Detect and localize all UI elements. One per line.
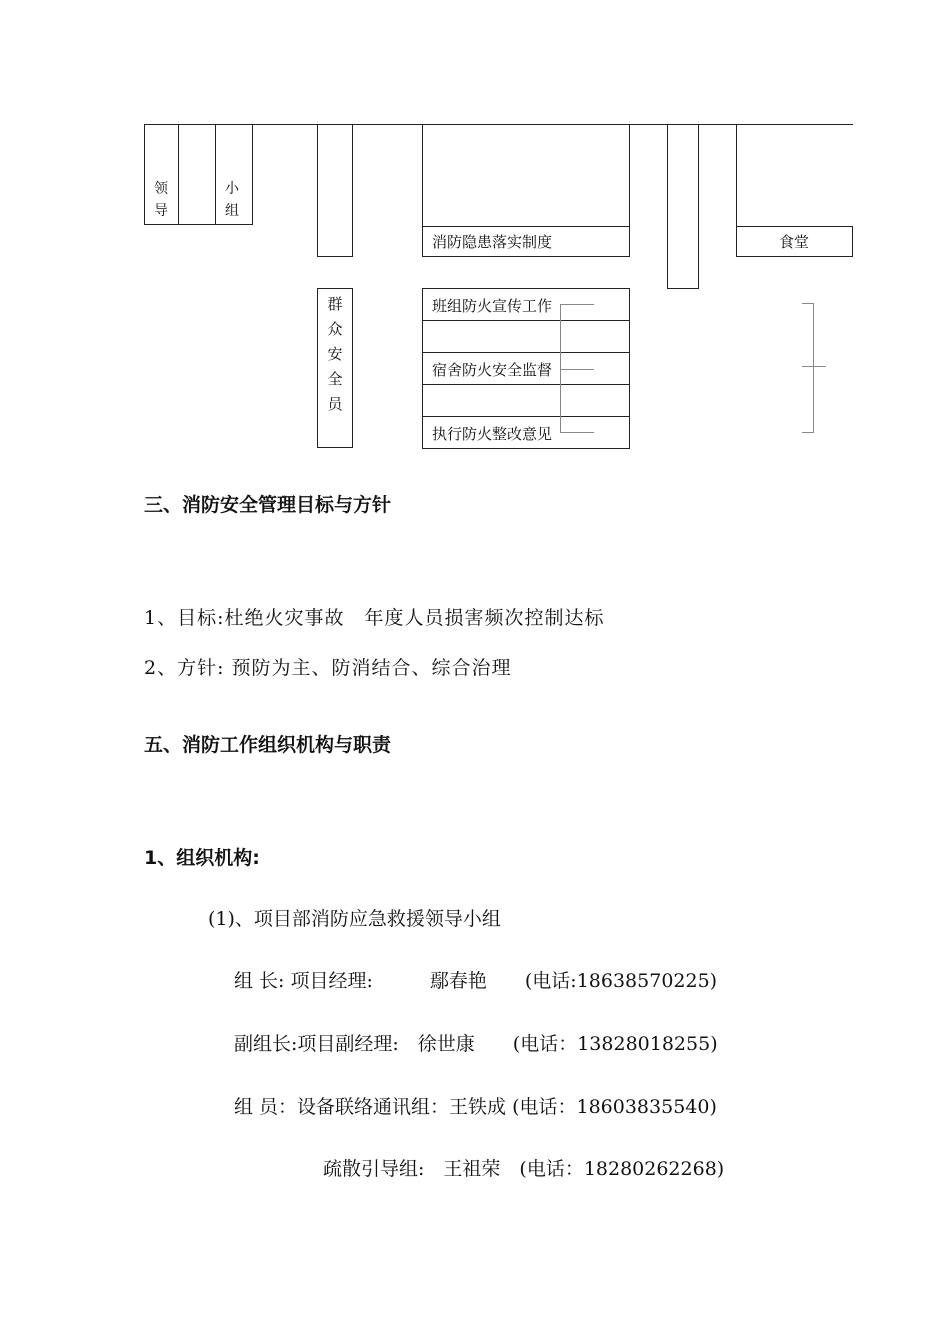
box-column-2 — [667, 124, 699, 289]
box-rectification-label: 执行防火整改意见 — [432, 425, 553, 443]
connector-line-1 — [560, 304, 594, 305]
box-left-blank — [178, 124, 216, 225]
box-team-publicity-label: 班组防火宣传工作 — [432, 297, 553, 315]
org-structure-subheading: 1、组织机构: — [144, 847, 260, 869]
evacuation-line: 疏散引导组: 王祖荣 (电话：18280262268) — [323, 1158, 725, 1180]
bracket-bottom — [802, 432, 814, 433]
bracket-middle — [802, 366, 826, 367]
bracket-vertical — [813, 303, 814, 433]
policy-item: 2、方针: 预防为主、防消结合、综合治理 — [144, 657, 512, 679]
goal-item: 1、目标:杜绝火灾事故 年度人员损害频次控制达标 — [144, 607, 605, 629]
box-large-upper — [422, 124, 630, 227]
box-hidden-danger-label: 消防隐患落实制度 — [432, 233, 553, 251]
box-column-1 — [317, 124, 353, 257]
group-title: (1)、项目部消防应急救援领导小组 — [208, 908, 501, 930]
deputy-line: 副组长:项目副经理: 徐世康 (电话：13828018255) — [234, 1033, 718, 1055]
members-line: 组 员：设备联络通讯组：王铁成 (电话：18603835540) — [234, 1096, 717, 1118]
box-blank-2 — [422, 384, 630, 417]
connector-line-2 — [560, 369, 594, 370]
connector-vline — [560, 304, 561, 432]
box-dorm-supervision-label: 宿舍防火安全监督 — [432, 361, 553, 379]
connector-line-3 — [560, 432, 594, 433]
section5-heading: 五、消防工作组织机构与职责 — [144, 734, 392, 756]
box-xiaozu-label: 小组 — [225, 181, 239, 219]
section3-heading: 三、消防安全管理目标与方针 — [144, 494, 392, 516]
box-blank-1 — [422, 320, 630, 353]
leader-line: 组 长: 项目经理: 鄢春艳 (电话:18638570225) — [234, 970, 718, 992]
box-lingdao-label: 领导 — [154, 181, 168, 219]
box-masses-safety-label: 群众安全员 — [327, 295, 343, 413]
box-canteen-upper — [736, 124, 853, 227]
box-canteen-label: 食堂 — [779, 233, 810, 251]
